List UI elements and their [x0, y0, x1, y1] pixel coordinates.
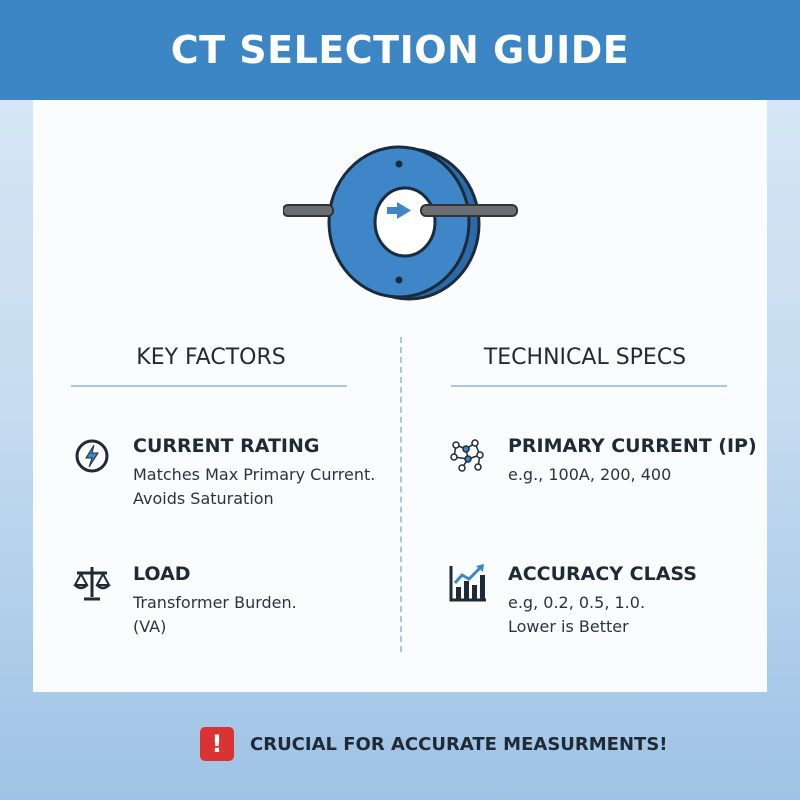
- footer-text: CRUCIAL FOR ACCURATE MEASURMENTS!: [250, 733, 668, 755]
- network-nodes-icon: [448, 435, 488, 475]
- factor-description: [133, 463, 375, 511]
- column-divider: [400, 337, 402, 652]
- factor-description: [133, 591, 297, 639]
- exclamation-icon: !: [200, 727, 234, 761]
- page-title: CT SELECTION GUIDE: [170, 28, 630, 72]
- spec-title: PRIMARY CURRENT (IP): [508, 435, 757, 457]
- footer-warning: [200, 727, 668, 761]
- technical-specs-heading: TECHNICAL SPECS: [483, 345, 687, 370]
- key-factors-heading: KEY FACTORS: [136, 345, 286, 370]
- desc-line: e.g., 100A, 200, 400: [508, 465, 672, 484]
- desc-line: Transformer Burden.: [133, 593, 297, 612]
- lightning-bolt-icon: [73, 435, 113, 475]
- factor-title: CURRENT RATING: [133, 435, 320, 457]
- spec-description: [508, 591, 645, 639]
- content-card: [33, 100, 767, 692]
- spec-title: ACCURACY CLASS: [508, 563, 697, 585]
- factor-title: LOAD: [133, 563, 191, 585]
- header-banner: [0, 0, 800, 100]
- desc-line: Avoids Saturation: [133, 489, 274, 508]
- desc-line: (VA): [133, 617, 167, 636]
- current-transformer-ring-icon: [283, 142, 553, 302]
- desc-line: e.g, 0.2, 0.5, 1.0.: [508, 593, 646, 612]
- desc-line: Matches Max Primary Current.: [133, 465, 376, 484]
- key-factors-rule: [71, 385, 347, 387]
- desc-line: Lower is Better: [508, 617, 629, 636]
- bar-chart-trend-icon: [448, 563, 488, 603]
- balance-scale-icon: [73, 563, 113, 603]
- spec-description: [508, 463, 671, 487]
- technical-specs-rule: [451, 385, 727, 387]
